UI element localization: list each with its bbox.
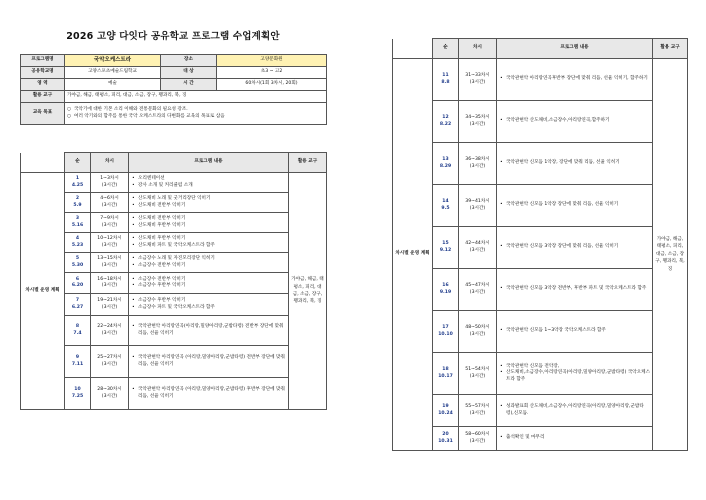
plan-row [21,294,327,316]
header-content: 프로그램 내용 [129,153,289,173]
row-number [65,253,91,273]
row-session [91,294,129,316]
session-hours: (3시간) [101,393,118,399]
target: 초3 ~ 고2 [217,67,327,79]
row-session [91,193,129,213]
plan-header-blank [21,153,65,173]
row-content [497,311,653,353]
session-range: 22~24차시 [97,324,122,330]
content-item: • 소금장수 노래 및 자진모리장단 익히기 [138,256,286,262]
plan-row [21,316,327,346]
session-hours: (3시간) [469,121,486,127]
row-content [129,346,289,378]
plan-row [393,269,688,311]
session-range: 25~27차시 [97,355,122,361]
content-item: • 산도채비 파트 및 국악오케스트라 합주 [138,243,286,249]
session-hours: (3시간) [469,247,486,253]
row-content [497,353,653,395]
session-hours: (3시간) [101,182,118,188]
content-item: • 국악관현악 신모듬 전악장, [506,364,650,370]
row-date: 7.11 [71,361,84,367]
session-hours: (3시간) [101,242,118,248]
plan-rows-left [20,172,327,410]
row-content [497,427,653,451]
row-content [497,101,653,143]
plan-row [393,143,688,185]
row-index: 19 [442,404,449,410]
plan-rows-right [392,58,688,451]
row-session [91,213,129,233]
row-index: 4 [75,236,80,242]
left-page [20,28,326,494]
row-content [129,213,289,233]
row-index: 20 [442,432,449,438]
row-content [497,143,653,185]
row-date: 10.24 [438,410,453,416]
session-range: 10~12차시 [97,236,122,242]
right-page [392,38,687,470]
row-session [459,143,497,185]
row-index: 14 [442,199,449,205]
row-date: 10.31 [438,438,453,444]
row-number [65,273,91,294]
row-session [459,353,497,395]
session-range: 31~33차시 [465,73,490,79]
tools: 가야금, 해금, 태평소, 피리, 대금, 소금, 장구, 꽹과리, 북, 징 [65,91,327,103]
session-range: 51~54차시 [465,367,490,373]
row-number [433,427,459,451]
row-content [497,185,653,227]
row-index: 16 [442,283,449,289]
row-index: 9 [75,355,80,361]
plan-row [21,173,327,193]
row-number [433,395,459,427]
row-date: 4.25 [71,182,84,188]
session-hours: (3시간) [469,373,486,379]
content-item: • 국악관현악 아리랑연곡(아리랑,밀양아리랑,군밤타령) 전반부 장단에 맞춰 리듬, 선율 익히기 [138,324,286,336]
row-content [497,227,653,269]
plan-row [21,213,327,233]
target-label: 대 상 [161,67,217,79]
row-session [459,227,497,269]
row-number [65,233,91,253]
header-content-right: 프로그램 내용 [497,39,653,59]
row-session [91,253,129,273]
session-range: 42~44차시 [465,241,490,247]
row-content [497,269,653,311]
plan-row [21,273,327,294]
plan-table-left [20,152,327,173]
content-item: • 소금장수 전반부 익히기 [138,263,286,269]
plan-header-blank-right [393,39,433,59]
row-date: 6.27 [71,304,84,310]
row-session [91,346,129,378]
plan-row [393,101,688,143]
school-label: 공유학교명 [21,67,65,79]
row-index: 3 [75,216,80,222]
row-index: 6 [75,276,80,282]
content-item: • 출석확인 및 마무리 [506,435,650,441]
header-no: 순 [65,153,91,173]
row-date: 5.9 [73,202,82,208]
row-content [129,233,289,253]
plan-label: 차시별 운영 계획 [21,173,65,410]
row-session [91,316,129,346]
area-label: 영 역 [21,79,65,91]
info-table [20,54,327,125]
row-session [459,185,497,227]
plan-row [21,378,327,410]
row-index: 13 [442,157,449,163]
row-date: 7.25 [71,393,84,399]
session-hours: (3시간) [469,205,486,211]
plan-row [21,346,327,378]
row-content [129,316,289,346]
content-item: • 국악관현악 신모듬 1~3악장 국악오케스트라 합주 [506,328,650,334]
row-index: 12 [442,115,449,121]
row-content [497,59,653,101]
tools-label: 활용 교구 [21,91,65,103]
row-session [459,395,497,427]
row-index: 1 [75,176,80,182]
session-range: 13~15차시 [97,256,122,262]
program-name-label: 프로그램명 [21,55,65,67]
tools-column-left: 가야금, 해금, 태평소, 피리, 대금, 소금, 장구, 꽹과리, 북, 징 [289,173,327,410]
row-number [65,346,91,378]
session-hours: (3시간) [469,331,486,337]
program-name: 국악오케스트라 [65,55,161,67]
row-number [433,101,459,143]
row-index: 2 [75,196,80,202]
header-no-right: 순 [433,39,459,59]
header-session-right: 차시 [459,39,497,59]
row-number [65,213,91,233]
header-session: 차시 [91,153,129,173]
plan-row [393,185,688,227]
row-session [459,101,497,143]
content-item: • 국악관현악 아리랑연곡후반부 장단에 맞춰 리듬, 선율 익히기, 합주하기 [506,76,650,82]
row-number [65,193,91,213]
row-session [459,59,497,101]
row-number [65,378,91,410]
session-hours: (3시간) [101,283,118,288]
row-session [91,233,129,253]
session-hours: (3시간) [101,361,118,367]
row-index: 17 [442,325,449,331]
row-date: 8.8 [441,79,450,85]
content-item: • 산도채비,소금장수,아리랑연곡(아리랑,밀양아리랑,군밤타령) 국악오케스트라 합주 [506,370,650,382]
plan-row [393,395,688,427]
session-range: 16~18차시 [97,276,122,282]
row-date: 9.19 [439,289,452,295]
row-content [497,395,653,427]
row-index: 11 [442,73,449,79]
plan-row [21,193,327,213]
row-number [433,185,459,227]
row-date: 5.23 [71,242,84,248]
row-date: 10.17 [438,373,453,379]
row-date: 6.20 [71,283,84,288]
row-session [459,311,497,353]
row-index: 10 [74,387,81,393]
row-number [433,227,459,269]
row-number [433,269,459,311]
session-range: 1~3차시 [100,176,119,182]
area: 예술 [65,79,161,91]
header-tools: 활용 교구 [289,153,327,173]
content-item: • 국악관현악 아리랑연곡 (아리랑,밀양아리랑,군밤타령) 후반부 장단에 맞춰 리듬, 선율 익히기 [138,387,286,399]
row-content [129,253,289,273]
row-session [91,378,129,410]
row-number [433,59,459,101]
row-date: 5.30 [71,262,84,268]
content-item: • 국악관현악 신모듬 3악장 전반부, 후반부 파트 및 국악오케스트라 합주 [506,286,650,292]
session-range: 39~41차시 [465,199,490,205]
session-hours: (3시간) [469,289,486,295]
plan-row [393,227,688,269]
row-index: 8 [75,324,80,330]
plan-label: 차시별 운영 계획 [393,59,433,451]
row-session [459,427,497,451]
session-range: 19~21차시 [97,298,122,304]
content-item: • 국악관현악 아리랑연곡 (아리랑,밀양아리랑,군밤타령) 전반부 장단에 맞춰 리듬, 선율 익히기 [138,355,286,367]
session-range: 55~57차시 [465,404,490,410]
content-item: • 성과발표회 산도채비,소금장수,아리랑연곡(아리랑,밀양아리랑,군밤타령),신모듬. [506,404,650,416]
row-date: 7.4 [73,330,82,336]
content-item: • 소금장수 전반부 익히기 [138,277,286,283]
session-range: 58~60차시 [465,432,490,438]
content-item: • 산도채비 후반부 익히기 [138,236,286,242]
session-hours: (3시간) [101,202,118,208]
content-item: • 산도채비 노래 및 굿거리장단 익히기 [138,196,286,202]
session-hours: (3시간) [101,262,118,268]
tools-column-right: 가야금, 해금, 태평소, 피리, 대금, 소금, 장구, 꽹과리, 북, 징 [653,59,688,451]
session-range: 48~50차시 [465,325,490,331]
row-number [65,294,91,316]
row-date: 5.16 [71,222,84,228]
document-title: 2026 고양 다잇다 공유학교 프로그램 수업계획안 [66,31,280,42]
row-date: 9.12 [439,247,452,253]
session-range: 36~38차시 [465,157,490,163]
goal-item: ○ 여러 악기와의 합주를 통한 국악 오케스트라의 다변화를 교육의 목표로 삼음 [74,114,324,120]
row-date: 9.5 [441,205,450,211]
goals [65,103,327,125]
content-item: • 소금장수 파트 및 국악오케스트라 합주 [138,305,286,311]
content-item: • 오리엔테이션 [138,176,286,182]
row-date: 8.22 [439,121,452,127]
row-date: 8.29 [439,163,452,169]
content-item: • 소금장수 후반부 익히기 [138,283,286,289]
session-range: 28~30차시 [97,387,122,393]
session-range: 4~6차시 [100,196,119,202]
plan-table-right [392,38,688,59]
row-number [433,143,459,185]
goal-item: ○ 국악기에 대한 기본 소리 이해와 전통문화의 필요성 강조. [74,107,324,113]
plan-row [393,353,688,395]
row-content [129,273,289,294]
content-item: • 산도채비 후반부 익히기 [138,223,286,229]
row-content [129,294,289,316]
session-hours: (3시간) [101,304,118,310]
row-session [459,269,497,311]
content-item: • 국악관현악 신모듬 3악장 장단에 맞춰 리듬, 선율 익히기 [506,244,650,250]
row-index: 18 [442,367,449,373]
row-index: 15 [442,241,449,247]
row-index: 5 [75,256,80,262]
row-session [91,273,129,294]
content-item: • 국악관현악 신모듬 1악장 장단에 맞춰 리듬, 선율 익히기 [506,202,650,208]
row-session [91,173,129,193]
session-hours: (3시간) [469,163,486,169]
content-item: • 산도채비 전반부 익히기 [138,216,286,222]
session-hours: (3시간) [101,222,118,228]
session-hours: (3시간) [469,410,486,416]
session-range: 34~35차시 [465,115,490,121]
row-number [65,316,91,346]
header-tools-right: 활용 교구 [653,39,688,59]
content-item: • 국악관현악 신모듬 1악장, 장단에 맞춰 리듬, 선율 익히기 [506,160,650,166]
row-content [129,378,289,410]
plan-row [21,233,327,253]
row-index: 7 [75,298,80,304]
row-content [129,193,289,213]
row-number [433,353,459,395]
session-hours: (3시간) [469,79,486,85]
content-item: • 강사 소개 및 커리큘럼 소개 [138,183,286,189]
session-hours: (3시간) [469,438,486,444]
content-item: • 산도채비 전반부 익히기 [138,203,286,209]
session-hours: (3시간) [101,330,118,336]
content-item: • 소금장수 후반부 익히기 [138,298,286,304]
session-range: 45~47차시 [465,283,490,289]
row-date: 10.10 [438,331,453,337]
plan-row [393,427,688,451]
school: 고양스포츠예술드림학교 [65,67,161,79]
plan-row [393,311,688,353]
goals-label: 교육 목표 [21,103,65,125]
place-label: 장소 [161,55,217,67]
row-content [129,173,289,193]
content-item: • 국악관현악 산도채비,소금장수,아리랑연곡,합주하기 [506,118,650,124]
time: 60차시(1회 3차시, 20회) [217,79,327,91]
time-label: 시 간 [161,79,217,91]
place: 고양문화원 [217,55,327,67]
row-number [433,311,459,353]
plan-row [393,59,688,101]
plan-row [21,253,327,273]
session-range: 7~9차시 [100,216,119,222]
row-number [65,173,91,193]
